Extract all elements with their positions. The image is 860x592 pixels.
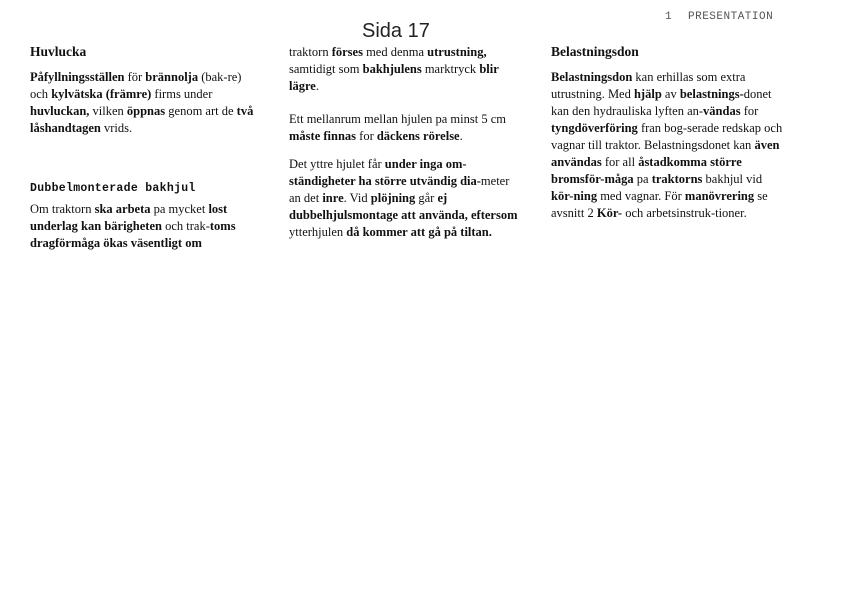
paragraph-huvlucka (30, 69, 262, 137)
text-span: öppnas (126, 104, 166, 118)
paragraph-forses (289, 44, 522, 95)
text-span: bakhjulens (362, 62, 422, 76)
heading-huvlucka: Huvlucka (30, 44, 87, 59)
text-span: plöjning (370, 191, 416, 205)
text-span: (bak-re) och (30, 70, 242, 101)
text-span: med denma (362, 45, 428, 59)
text-span: toms dragförmåga ökas väsentligt om (30, 219, 236, 250)
text-span: Ett mellanrum mellan hjulen pa minst 5 cm (289, 112, 506, 126)
text-span: kylvätska (främre) (51, 87, 152, 101)
heading-dubbelmonterade-bakhjul: Dubbelmonterade bakhjul (30, 182, 196, 195)
column-right (551, 40, 783, 222)
text-span: firms under (151, 87, 213, 101)
text-span: under inga om-ständigheter ha större utvändig dia- (289, 157, 481, 188)
text-span: se avsnitt 2 (551, 189, 768, 220)
text-span: två låshandtagen (30, 104, 254, 135)
text-span: tyngdöverföring (551, 121, 638, 135)
text-span: däckens rörelse (376, 129, 460, 143)
text-span: av (661, 87, 680, 101)
text-span: med vagnar. För (597, 189, 685, 203)
text-span: och arbetsinstruk-tioner. (622, 206, 747, 220)
text-span: brännolja (145, 70, 199, 84)
text-span: for (356, 129, 377, 143)
text-span: samtidigt som (289, 62, 363, 76)
paragraph-belastningsdon (551, 69, 783, 222)
section-dubbelhjul (30, 180, 262, 252)
running-header: PRESENTATION (688, 11, 774, 23)
text-span: Påfyllningsställen (30, 70, 125, 84)
text-span: kör-ning (551, 189, 598, 203)
text-span: även användas (551, 138, 780, 169)
text-span: huvluckan, (30, 104, 90, 118)
paragraph-dubbelhjul (30, 201, 262, 252)
text-span: ej dubbelhjulsmontage att använda, eftersom (289, 191, 518, 222)
text-span: . Vid (343, 191, 371, 205)
text-span: vändas (703, 104, 741, 118)
text-span: kan erhillas som extra utrustning. Med (551, 70, 746, 101)
text-span: marktryck (421, 62, 480, 76)
text-span: inre (322, 191, 344, 205)
page-label: Sida 17 (362, 20, 430, 42)
paragraph-gap (289, 145, 522, 156)
text-span: för (124, 70, 146, 84)
text-span: ytterhjulen (289, 225, 347, 239)
paragraph-yttre-hjulet (289, 156, 522, 241)
text-span: Kör- (596, 206, 623, 220)
text-span: fran bog-serade redskap och vagnar till traktor. Belastningsdonet kan (551, 121, 783, 152)
text-span: for all (601, 155, 639, 169)
paragraph-gap (289, 95, 522, 111)
text-span: utrustning, (427, 45, 487, 59)
text-span: pa mycket (150, 202, 209, 216)
text-span: bakhjul vid (702, 172, 763, 186)
text-span: Det yttre hjulet får (289, 157, 385, 171)
text-span: hjälp (633, 87, 662, 101)
text-span: förses (331, 45, 363, 59)
text-span: åstadkomma större bromsför- (551, 155, 742, 186)
text-span: genom art de (165, 104, 237, 118)
text-span: vrids. (100, 121, 133, 135)
text-span: går (415, 191, 438, 205)
text-span: donet kan den hydrauliska lyften an- (551, 87, 772, 118)
text-span: belastnings- (679, 87, 744, 101)
text-span: Om traktorn (30, 202, 95, 216)
text-span: måga (604, 172, 634, 186)
text-span: lost underlag kan bärigheten (30, 202, 228, 233)
text-span: måste finnas (289, 129, 357, 143)
paragraph-mellanrum (289, 111, 522, 145)
text-span: for (740, 104, 759, 118)
text-span: vilken (89, 104, 127, 118)
heading-belastningsdon: Belastningsdon (551, 44, 639, 59)
page-number: 1 (665, 11, 672, 23)
text-span: . (459, 129, 463, 143)
text-span: och trak- (161, 219, 210, 233)
text-span: blir lägre (289, 62, 499, 93)
text-span: pa (633, 172, 652, 186)
text-span: meter an det (289, 174, 510, 205)
column-middle (289, 44, 522, 241)
text-span: manövrering (684, 189, 755, 203)
text-span: . (315, 79, 319, 93)
text-span: traktorn (289, 45, 332, 59)
text-span: Belastningsdon (551, 70, 633, 84)
text-span: då kommer att gå på tiltan. (346, 225, 492, 239)
column-left (30, 40, 262, 252)
text-span: ska arbeta (94, 202, 151, 216)
text-span: traktorns (651, 172, 703, 186)
